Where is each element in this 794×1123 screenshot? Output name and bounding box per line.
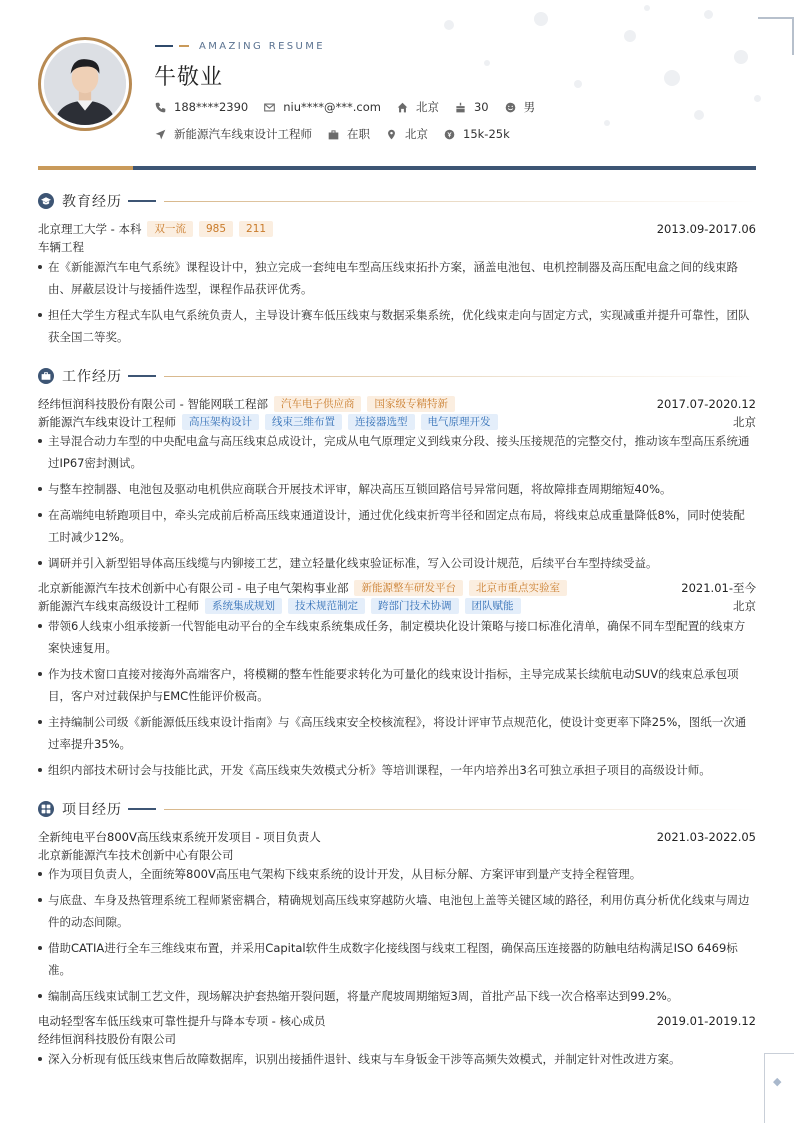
education-date: 2013.09-2017.06 <box>656 222 756 236</box>
list-item: 在高端纯电轿跑项目中，牵头完成前后桥高压线束通道设计，通过优化线束折弯半径和固定点布局，将线束总成重量降低8%，同时使装配工时减少12%。 <box>38 504 756 548</box>
list-item: 主持编制公司级《新能源低压线束设计指南》与《高压线束安全校核流程》，将设计评审节点规范化，使设计变更率下降25%，图纸一次通过率提升35%。 <box>38 711 756 755</box>
job-location: 北京 <box>733 415 756 429</box>
project-date: 2019.01-2019.12 <box>656 1014 756 1028</box>
send-icon <box>155 129 166 140</box>
major: 车辆工程 <box>38 240 84 254</box>
job-position: 新能源汽车线束设计工程师 <box>38 415 176 429</box>
gender-text: 男 <box>523 100 536 114</box>
list-item: 主导混合动力车型的中央配电盒与高压线束总成设计，完成从电气原理定义到线束分段、接头压接规范的完整交付，推动该车型高压系统通过IP67密封测试。 <box>38 430 756 474</box>
salary-text: 15k-25k <box>463 127 510 141</box>
email-text: niu****@***.com <box>283 100 381 114</box>
phone-icon <box>155 102 166 113</box>
grid-icon <box>38 801 54 817</box>
list-item: 带领6人线束小组承接新一代智能电动平台的全车线束系统集成任务，制定模块化设计策略与接口标准化清单，确保不同车型配置的线束方案快速复用。 <box>38 615 756 659</box>
project-header-row <box>38 1013 756 1029</box>
job-bullets <box>38 615 756 785</box>
city-item <box>397 99 439 115</box>
job-position-row <box>38 598 756 614</box>
target-position-text: 新能源汽车线束设计工程师 <box>174 127 312 141</box>
job-header-row <box>38 580 756 596</box>
list-item: 在《新能源汽车电气系统》课程设计中，独立完成一套纯电车型高压线束拓扑方案，涵盖电池包、电机控制器及高压配电盒之间的线束路由、屏蔽层设计与接插件选型，课程作品获评优秀。 <box>38 256 756 300</box>
email-item <box>264 100 381 114</box>
list-item: 作为技术窗口直接对接海外高端客户，将模糊的整车性能要求转化为可量化的线束设计指标，主导完成某长续航电动SUV的线束总承包项目，客户对过载保护与EMC性能评价极高。 <box>38 663 756 707</box>
status-item <box>328 126 370 142</box>
list-item: 借助CATIA进行全车三维线束布置，并采用Capital软件生成数字化接线图与线束工程图，确保高压连接器的防触电结构满足ISO 6469标准。 <box>38 937 756 981</box>
company-tag: 北京市重点实验室 <box>469 580 567 596</box>
list-item: 担任大学生方程式车队电气系统负责人，主导设计赛车低压线束与数据采集系统，优化线束走向与固定方式，实现减重并提升可靠性，团队获全国二等奖。 <box>38 304 756 348</box>
company-name: 北京新能源汽车技术创新中心有限公司 - 电子电气架构事业部 <box>38 581 349 595</box>
section-title: 教育经历 <box>62 194 122 210</box>
list-item: 调研并引入新型铝导体高压线缆与内铆接工艺，建立轻量化线束验证标准，写入公司设计规范，后续平台车型持续受益。 <box>38 552 756 574</box>
project-name: 全新纯电平台800V高压线束系统开发项目 - 项目负责人 <box>38 830 321 844</box>
project-bullets <box>38 1048 756 1074</box>
project-bullets <box>38 863 756 1011</box>
tagline-text: AMAZING RESUME <box>199 40 325 52</box>
school-name: 北京理工大学 - 本科 <box>38 222 142 236</box>
target-city-text: 北京 <box>405 127 428 141</box>
job-header-row <box>38 396 756 412</box>
header-divider <box>38 166 756 170</box>
tagline <box>155 39 325 53</box>
pin-icon <box>386 129 397 140</box>
project-org: 北京新能源汽车技术创新中心有限公司 <box>38 848 234 862</box>
job-date: 2021.01-至今 <box>681 581 756 595</box>
briefcase-icon <box>328 129 339 140</box>
city-text: 北京 <box>415 100 439 114</box>
education-section-header <box>38 191 756 211</box>
graduation-icon <box>38 193 54 209</box>
project-header-row <box>38 829 756 845</box>
status-text: 在职 <box>347 127 370 141</box>
job-position-row <box>38 414 756 430</box>
education-header-row <box>38 221 756 237</box>
target-position-item <box>155 126 312 142</box>
phone-item <box>155 100 248 114</box>
home-icon <box>397 102 408 113</box>
skill-tag: 连接器选型 <box>348 414 415 430</box>
company-tag: 国家级专精特新 <box>367 396 455 412</box>
project-name: 电动轻型客车低压线束可靠性提升与降本专项 - 核心成员 <box>38 1014 326 1028</box>
company-tag: 汽车电子供应商 <box>274 396 362 412</box>
skill-tag: 高压架构设计 <box>182 414 259 430</box>
salary-item <box>444 127 510 141</box>
job-location: 北京 <box>733 599 756 613</box>
skill-tag: 团队赋能 <box>465 598 521 614</box>
corner-decoration-top <box>758 17 794 53</box>
list-item: 作为项目负责人，全面统筹800V高压电气架构下线束系统的设计开发，从目标分解、方案评审到量产支持全程管理。 <box>38 863 756 885</box>
target-city-item <box>386 126 428 142</box>
phone-text: 188****2390 <box>174 100 249 114</box>
job-bullets <box>38 430 756 578</box>
mail-icon <box>264 102 275 113</box>
work-icon <box>38 368 54 384</box>
project-section-header <box>38 799 756 819</box>
avatar-photo <box>44 43 126 125</box>
money-icon <box>444 129 455 140</box>
company-name: 经纬恒润科技股份有限公司 - 智能网联工程部 <box>38 397 268 411</box>
education-bullets <box>38 256 756 352</box>
project-date: 2021.03-2022.05 <box>656 830 756 844</box>
contact-row <box>155 99 551 115</box>
skill-tag: 跨部门技术协调 <box>371 598 459 614</box>
work-section-header <box>38 366 756 386</box>
skill-tag: 电气原理开发 <box>421 414 498 430</box>
school-tag: 211 <box>239 221 273 237</box>
job-position: 新能源汽车线束高级设计工程师 <box>38 599 199 613</box>
project-org: 经纬恒润科技股份有限公司 <box>38 1032 176 1046</box>
age-text: 30 <box>473 100 489 114</box>
list-item: 与底盘、车身及热管理系统工程师紧密耦合，精确规划高压线束穿越防火墙、电池包上盖等关键区域的路径，利用仿真分析优化线束与周边件的动态间隙。 <box>38 889 756 933</box>
list-item: 深入分析现有低压线束售后故障数据库，识别出接插件退针、线束与车身钣金干涉等高频失效模式，并制定针对性改进方案。 <box>38 1048 756 1070</box>
intent-row <box>155 126 526 142</box>
list-item: 组织内部技术研讨会与技能比武，开发《高压线束失效模式分析》等培训课程，一年内培养出3名可独立承担子项目的高级设计师。 <box>38 759 756 781</box>
candidate-name: 牛敬业 <box>154 65 224 90</box>
gender-item <box>505 99 536 115</box>
list-item: 与整车控制器、电池包及驱动电机供应商联合开展技术评审，解决高压互锁回路信号异常问题，将故障排查周期缩短40%。 <box>38 478 756 500</box>
job-date: 2017.07-2020.12 <box>656 397 756 411</box>
list-item: 编制高压线束试制工艺文件，现场解决护套热缩开裂问题，将量产爬坡周期缩短3周，首批产品下线一次合格率达到99.2%。 <box>38 985 756 1007</box>
skill-tag: 系统集成规划 <box>205 598 282 614</box>
school-tag: 双一流 <box>147 221 193 237</box>
corner-decoration-bottom: ◆ <box>764 1053 794 1123</box>
section-title: 工作经历 <box>62 369 122 385</box>
skill-tag: 线束三维布置 <box>265 414 342 430</box>
skill-tag: 技术规范制定 <box>288 598 365 614</box>
section-title: 项目经历 <box>62 802 122 818</box>
smile-icon <box>505 102 516 113</box>
company-tag: 新能源整车研发平台 <box>354 580 463 596</box>
age-item <box>455 100 489 114</box>
cake-icon <box>455 102 466 113</box>
school-tag: 985 <box>199 221 233 237</box>
avatar <box>38 37 132 131</box>
